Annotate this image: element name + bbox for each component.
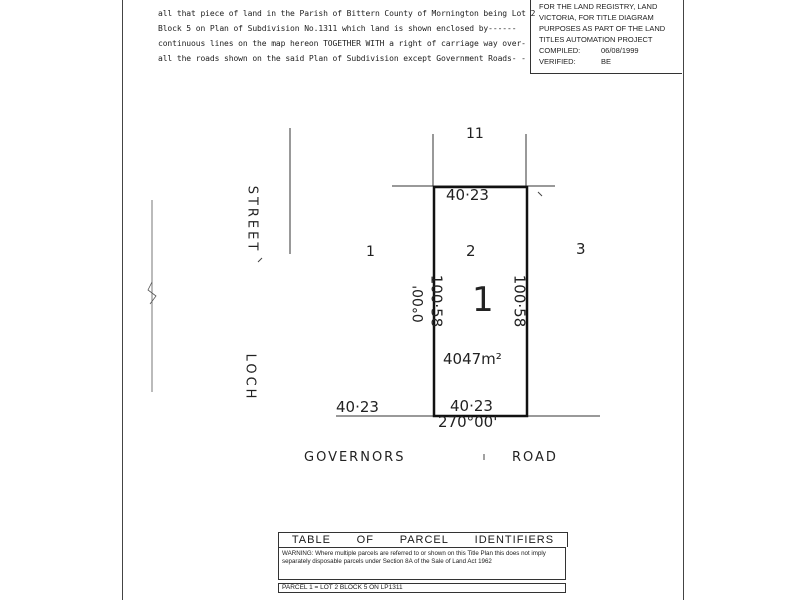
stamp-line: VICTORIA, FOR TITLE DIAGRAM [539,13,654,22]
title-word: OF [356,534,374,546]
parcel-number: 1 [472,280,494,320]
description-line: continuous lines on the map hereon TOGETHER WITH a right of carriage way over- [158,39,526,48]
stamp-line: TITLES AUTOMATION PROJECT [539,35,653,44]
parcel-identifier-row: PARCEL 1 = LOT 2 BLOCK 5 ON LP1311 [278,583,566,593]
title-word: PARCEL [399,534,449,546]
parcel-table-title [278,532,568,547]
title-word: IDENTIFIERS [474,534,555,546]
description-line: Block 5 on Plan of Subdivision No.1311 which land is shown enclosed by------ [158,24,517,33]
compiled-value: 06/08/1999 [601,46,639,55]
tick-mark [258,258,262,262]
compiled-label: COMPILED: [539,46,581,55]
south-dimension: 40·23 [450,397,493,415]
lot-1-adjoining-label: 1 [366,244,375,260]
parcel-warning: WARNING: Where multiple parcels are referred to or shown on this Title Plan this does not imply separately disposable parcels under Section 8A of the Sale of Land Act 1962 [278,547,566,580]
street-label: STREET [244,185,260,254]
east-dimension: 100·58 [510,274,529,328]
lot-2-label: 2 [466,242,476,260]
title-word: TABLE [291,534,331,546]
lot-11-label: 11 [466,126,484,142]
road-label: ROAD [512,450,558,465]
south-bearing: 270°00' [438,413,498,431]
parcel-area: 4047m² [443,350,502,368]
verified-value: BE [601,57,612,66]
north-dimension: 40·23 [446,186,489,204]
stamp-line: PURPOSES AS PART OF THE LAND [539,24,666,33]
description-line: all the roads shown on the said Plan of Subdivision except Government Roads- - [158,54,526,63]
west-bearing: 0°00' [410,285,427,323]
west-dimension: 100·58 [427,274,446,328]
verified-label: VERIFIED: [539,57,576,66]
description-line: all that piece of land in the Parish of Bittern County of Mornington being Lot 2 [158,9,536,18]
governors-label: GOVERNORS [304,450,406,465]
loch-label: LOCH [242,353,258,402]
stamp-line: FOR THE LAND REGISTRY, LAND [539,2,658,11]
lot-3-label: 3 [576,240,586,258]
tick-mark [538,192,542,196]
road-dimension: 40·23 [336,398,379,416]
